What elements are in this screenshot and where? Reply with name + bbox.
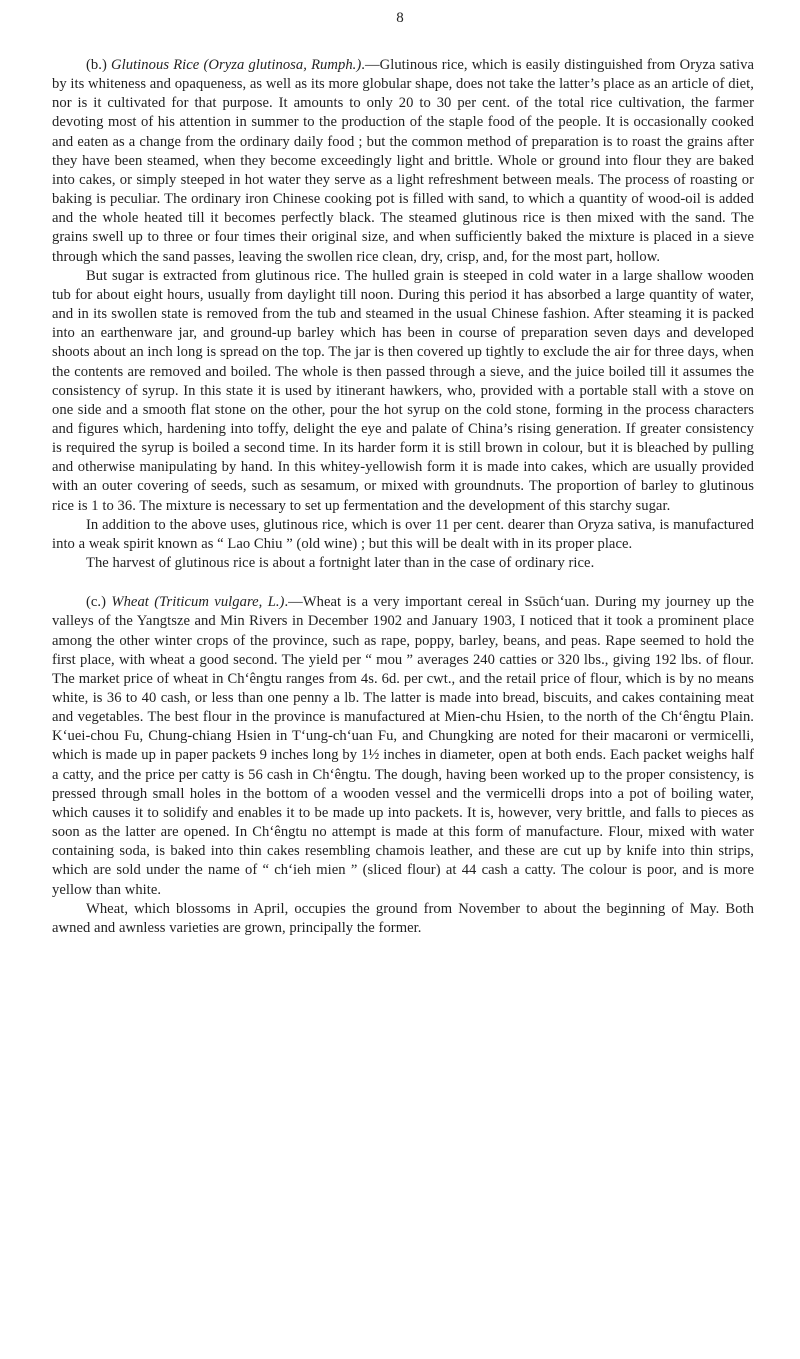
section-label: (c.) — [86, 594, 107, 611]
glutinous-rice-paragraph-4: The harvest of glutinous rice is about a fortnight later than in the case of ordinary rice. — [86, 555, 595, 572]
page-number: 8 — [396, 10, 404, 26]
glutinous-rice-paragraph-1 — [52, 56, 754, 267]
latin-name: (Triticum vulgare, L.) — [154, 594, 285, 611]
section-heading: Glutinous Rice — [111, 57, 200, 73]
section-heading: Wheat — [111, 594, 149, 611]
section-label: (b.) — [86, 57, 107, 73]
latin-name: (Oryza glutinosa, Rumph.) — [203, 57, 362, 73]
paragraph-text: .—Glutinous rice, which is easily distinguished from Oryza sativa by its whiteness and opaqueness, as well as its more globular shape, does not take the latter’s place as an article of diet, nor is it cultivated for that purpose. It amounts to only 20 to 30 per cent. of the total rice cultivation, the farmer devoting most of his attention in summer to the production of the staple food of the people. It is occasionally cooked and eaten as a change from the ordinary daily food ; but the common method of preparation is to roast the grains after they have been steamed, when they become exceedingly light and brittle. Whole or ground into flour they are baked into cakes, or simply steeped in hot water they serve as a light refreshment between meals. The process of roasting or baking is peculiar. The ordinary iron Chinese cooking pot is filled with sand, to which a quantity of wood-oil is added and the whole heated till it becomes perfectly black. The steamed glutinous rice is then mixed with the sand. The grains swell up to three or four times their original size, and when sufficiently baked the mixture is placed in a sieve through which the sand passes, leaving the swollen rice clean, dry, crisp, and, for the most part, hollow. — [52, 57, 754, 265]
section-spacer — [52, 573, 754, 593]
glutinous-rice-paragraph-2: But sugar is extracted from glutinous rice. The hulled grain is steeped in cold water in a large shallow wooden tub for about eight hours, usually from daylight till noon. During this period it has absorbed a large quantity of water, and in its swollen state is removed from the tub and steamed in the usual Chinese fashion. After steaming it is packed into an earthenware jar, and ground-up barley which has been in course of preparation seven days and developed shoots about an inch long is spread on the top. The jar is then covered up tightly to exclude the air for three days, when the contents are removed and boiled. The whole is then passed through a sieve, and the juice boiled till it assumes the consistency of syrup. In this state it is used by itinerant hawkers, who, provided with a portable stall with a stove on one side and a smooth flat stone on the other, pour the hot syrup on the cold stone, forming in the process characters and figures which, hardening into toffy, delight the eye and palate of China’s rising generation. If greater consistency is required the syrup is boiled a second time. In its harder form it is still brown in colour, but it is bleached by pulling and otherwise manipulating by hand. In this whitey-yellowish form it is made into cakes, which are usually provided with an outer covering of seeds, such as sesamum, or mixed with groundnuts. The proportion of barley to glutinous rice is 1 to 36. The mixture is necessary to set up fermentation and the development of this starchy sugar. — [52, 267, 754, 514]
paragraph-text: .—Wheat is a very important cereal in Ssūch‘uan. During my journey up the valleys of the Yangtsze and Min Rivers in December 1902 and January 1903, I noticed that it took a prominent place among the other winter crops of the province, such as rape, poppy, barley, beans, and peas. Rape seemed to hold the first place, with wheat a good second. The yield per “ mou ” averages 240 catties or 320 lbs., giving 192 lbs. of flour. The market price of wheat in Ch‘êngtu ranges from 4s. 6d. per cwt., and the retail price of flour, which is by no means white, is 36 to 40 cash, or less than one penny a lb. The latter is made into bread, biscuits, and cakes containing meat and vegetables. The best flour in the province is manufactured at Mien-chu Hsien, to the north of the Ch‘êngtu Plain. K‘uei-chou Fu, Chung-chiang Hsien in T‘ung-ch‘uan Fu, and Chungking are noted for their macaroni or vermicelli, which is made up in paper packets 9 inches long by 1½ inches in diameter, open at both ends. Each packet weighs half a catty, and the price per catty is 56 cash in Ch‘êngtu. The dough, having been worked up to the proper consistency, is pressed through small holes in the bottom of a wooden vessel and the vermicelli drops into a pot of boiling water, which causes it to solidify and enables it to be made up into packets. It is, however, very brittle, and falls to pieces as soon as the latter are opened. In Ch‘êngtu no attempt is made at this form of manufacture. Flour, mixed with water containing soda, is baked into thin cakes resembling chamois leather, and these are cut up by knife into thin strips, which are sold under the name of “ ch‘ieh mien ” (sliced flour) at 44 cash a catty. The colour is poor, and is more yellow than white. — [52, 594, 754, 898]
wheat-paragraph-1 — [52, 593, 754, 900]
glutinous-rice-paragraph-3: In addition to the above uses, glutinous rice, which is over 11 per cent. dearer than Oryza sativa, is manufactured into a weak spirit known as “ Lao Chiu ” (old wine) ; but this will be dealt with in its proper place. — [52, 516, 754, 552]
wheat-paragraph-2: Wheat, which blossoms in April, occupies the ground from November to about the beginning of May. Both awned and awnless varieties are grown, principally the former. — [52, 900, 754, 936]
